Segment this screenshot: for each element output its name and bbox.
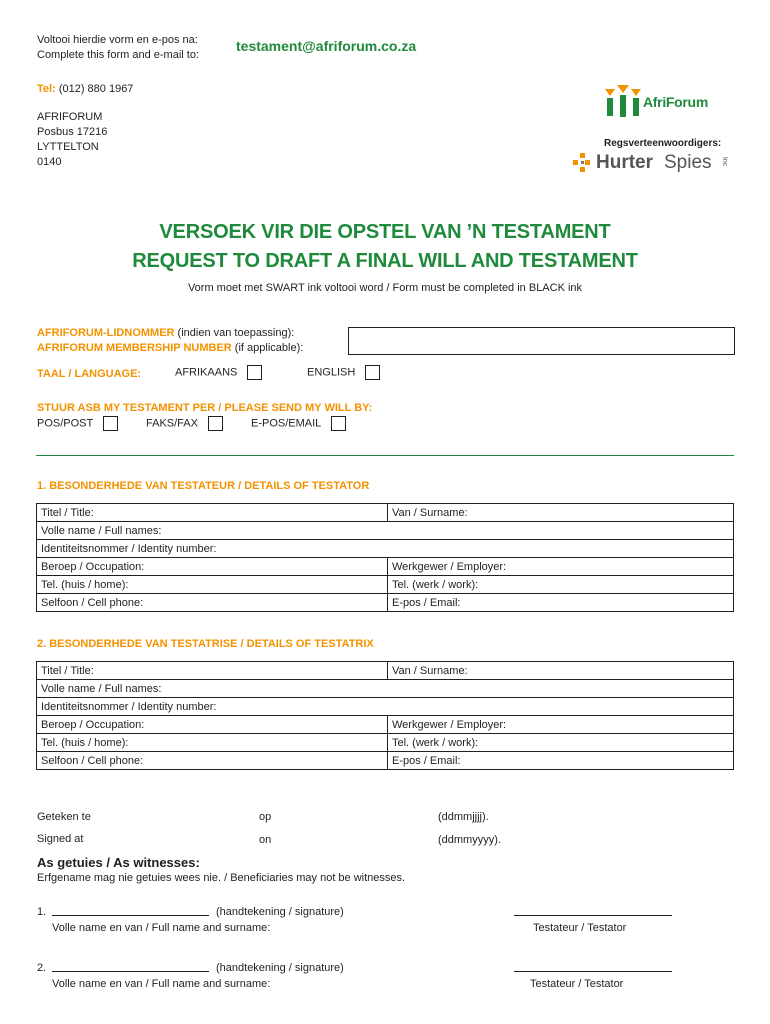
tel-line (37, 82, 133, 97)
ink-instruction: Vorm moet met SWART ink voltooi word / Form must be completed in BLACK ink (187, 282, 583, 294)
testator-title-field[interactable]: Titel / Title: (37, 504, 388, 522)
afriforum-people-icon (603, 83, 643, 119)
witnesses-note: Erfgename mag nie getuies wees nie. / Beneficiaries may not be witnesses. (37, 872, 406, 884)
post-label: POS/POST (37, 417, 94, 430)
tel-value: (012) 880 1967 (58, 83, 134, 95)
english-checkbox[interactable] (365, 365, 380, 380)
membership-number-input[interactable] (348, 327, 735, 355)
afrikaans-label: AFRIKAANS (175, 366, 238, 379)
fax-label: FAKS/FAX (146, 417, 198, 430)
language-afrikaans-option[interactable] (175, 365, 262, 380)
send-post-option[interactable] (37, 416, 118, 431)
section-divider (36, 455, 734, 456)
title-afrikaans: VERSOEK VIR DIE OPSTEL VAN ’N TESTAMENT (159, 221, 611, 243)
membership-note-af: (indien van toepassing): (174, 327, 295, 339)
instructions (37, 33, 199, 63)
witnesses-heading: As getuies / As witnesses: (37, 855, 200, 870)
date-format-en: (ddmmyyyy). (438, 834, 501, 846)
testatrix-details-table (36, 661, 734, 770)
testator-heading: 1. BESONDERHEDE VAN TESTATEUR / DETAILS OF TESTATOR (37, 480, 370, 492)
post-checkbox[interactable] (103, 416, 118, 431)
afrikaans-checkbox[interactable] (247, 365, 262, 380)
afriforum-logo (603, 83, 738, 119)
testatrix-full-names-field[interactable]: Volle name / Full names: (37, 680, 734, 698)
address-line: AFRIFORUM (37, 111, 103, 123)
testator-1-signature-line[interactable] (514, 901, 672, 916)
instruction-af: Voltooi hierdie vorm en e-pos na: (37, 34, 198, 46)
hurter-spies-mark-icon (572, 152, 594, 174)
membership-label-en: AFRIFORUM MEMBERSHIP NUMBER (37, 342, 232, 354)
testator-2-signature-line[interactable] (514, 957, 672, 972)
send-email-option[interactable] (251, 416, 346, 431)
postal-address (37, 110, 107, 170)
send-fax-option[interactable] (146, 416, 223, 431)
representatives-label: Regsverteenwoordigers: (604, 138, 722, 149)
testator-cell-field[interactable]: Selfoon / Cell phone: (37, 594, 388, 612)
signed-at-label-en: Signed at (37, 833, 84, 845)
contact-email[interactable]: testament@afriforum.co.za (236, 38, 417, 54)
testator-surname-field[interactable]: Van / Surname: (388, 504, 734, 522)
testator-full-names-field[interactable]: Volle name / Full names: (37, 522, 734, 540)
witness-number: 1. (37, 906, 47, 918)
signed-on-label-en: on (259, 834, 272, 846)
testatrix-title-field[interactable]: Titel / Title: (37, 662, 388, 680)
spies-logo-text: Spies (664, 152, 712, 173)
fax-checkbox[interactable] (208, 416, 223, 431)
tel-label: Tel: (37, 83, 56, 95)
witness-2-signature-line[interactable] (52, 957, 209, 972)
testator-tel-work-field[interactable]: Tel. (werk / work): (388, 576, 734, 594)
testatrix-heading: 2. BESONDERHEDE VAN TESTATRISE / DETAILS OF TESTATRIX (37, 638, 374, 650)
testatrix-surname-field[interactable]: Van / Surname: (388, 662, 734, 680)
language-english-option[interactable] (307, 365, 380, 380)
membership-label (37, 326, 303, 356)
testatrix-id-number-field[interactable]: Identiteitsnommer / Identity number: (37, 698, 734, 716)
language-label: TAAL / LANGUAGE: (37, 368, 142, 380)
testator-id-number-field[interactable]: Identiteitsnommer / Identity number: (37, 540, 734, 558)
hurter-spies-logo (572, 150, 737, 180)
witness-2-signature-label: (handtekening / signature) (216, 962, 344, 974)
testatrix-tel-home-field[interactable]: Tel. (huis / home): (37, 734, 388, 752)
email-label: E-POS/EMAIL (251, 417, 322, 430)
witness-1-signature-line[interactable] (52, 901, 209, 916)
testatrix-employer-field[interactable]: Werkgewer / Employer: (388, 716, 734, 734)
testator-email-field[interactable]: E-pos / Email: (388, 594, 734, 612)
english-label: ENGLISH (307, 366, 356, 379)
address-line: LYTTELTON (37, 141, 99, 153)
signed-at-label-af: Geteken te (37, 811, 91, 823)
witness-1-signature-label: (handtekening / signature) (216, 906, 344, 918)
witness-number: 2. (37, 962, 47, 974)
inc-logo-text: Inc (721, 156, 729, 167)
signed-on-label-af: op (259, 811, 272, 823)
testator-2-label: Testateur / Testator (530, 978, 624, 990)
testatrix-tel-work-field[interactable]: Tel. (werk / work): (388, 734, 734, 752)
send-method-label: STUUR ASB MY TESTAMENT PER / PLEASE SEND MY WILL BY: (37, 402, 373, 414)
testatrix-email-field[interactable]: E-pos / Email: (388, 752, 734, 770)
email-checkbox[interactable] (331, 416, 346, 431)
testator-tel-home-field[interactable]: Tel. (huis / home): (37, 576, 388, 594)
afriforum-logo-text: AfriForum (643, 94, 708, 110)
testatrix-occupation-field[interactable]: Beroep / Occupation: (37, 716, 388, 734)
address-line: 0140 (37, 156, 62, 168)
date-format-af: (ddmmjjjj). (438, 811, 489, 823)
testator-1-label: Testateur / Testator (533, 922, 627, 934)
address-line: Posbus 17216 (37, 126, 108, 138)
title-english: REQUEST TO DRAFT A FINAL WILL AND TESTAMENT (132, 250, 638, 272)
testator-details-table (36, 503, 734, 612)
hurter-logo-text: Hurter (596, 152, 654, 173)
instruction-en: Complete this form and e-mail to: (37, 49, 200, 61)
membership-label-af: AFRIFORUM-LIDNOMMER (37, 327, 175, 339)
testator-employer-field[interactable]: Werkgewer / Employer: (388, 558, 734, 576)
testator-occupation-field[interactable]: Beroep / Occupation: (37, 558, 388, 576)
testatrix-cell-field[interactable]: Selfoon / Cell phone: (37, 752, 388, 770)
witness-2-names-label: Volle name en van / Full name and surname: (52, 978, 271, 990)
witness-1-names-label: Volle name en van / Full name and surname: (52, 922, 271, 934)
membership-note-en: (if applicable): (231, 342, 304, 354)
